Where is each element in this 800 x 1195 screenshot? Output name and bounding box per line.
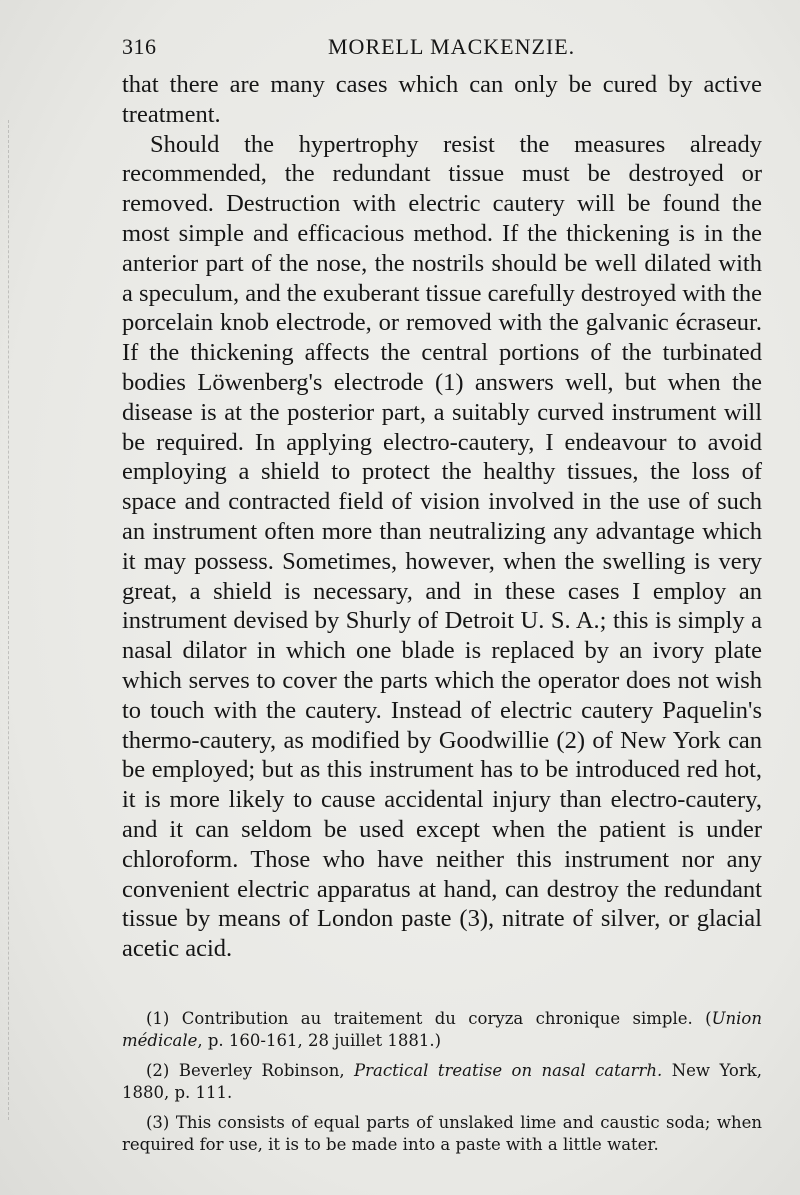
gutter-mark xyxy=(8,120,11,1120)
footnote-2-italic: Practical treatise on nasal catarrh. xyxy=(354,1061,663,1080)
footnote-1 xyxy=(122,1008,762,1052)
running-head: MORELL MACKENZIE. xyxy=(328,34,576,59)
paragraph-treatment: Should the hypertrophy resist the measures already recommended, the redundant tissue must be destroyed or removed. Destruction with electric cautery will be found the most simple and efficacious method. If the thickening is in the anterior part of the nose, the nostrils should be well dilated with a speculum, and the exuberant tissue carefully destroyed with the porcelain knob electrode, or removed with the galvanic écraseur. If the thickening affects the central portions of the turbinated bodies Löwenberg's electrode (1) answers well, but when the disease is at the posterior part, a suitably curved instrument will be required. In applying electro-cautery, I endeavour to avoid employing a shield to protect the healthy tissues, the loss of space and contracted field of vision involved in the use of such an instrument often more than neutralizing any advantage which it may possess. Sometimes, however, when the swelling is very great, a shield is necessary, and in these cases I employ an instrument devised by Shurly of Detroit U. S. A.; this is simply a nasal dilator in which one blade is replaced by an ivory plate which serves to cover the parts which the operator does not wish to touch with the cautery. Instead of electric cautery Paquelin's thermo-cautery, as modified by Goodwillie (2) of New York can be employed; but as this instrument has to be introduced red hot, it is more likely to cause accidental injury than electro-cautery, and it can seldom be used except when the patient is under chloroform. Those who have neither this instrument nor any convenient electric apparatus at hand, can destroy the redundant tissue by means of London paste (3), nitrate of silver, or glacial acetic acid. xyxy=(122,130,762,963)
paragraph-continued: that there are many cases which can only be cured by active treatment. xyxy=(122,71,762,128)
footnote-3: (3) This consists of equal parts of unslaked lime and caustic soda; when required for use, it is to be made into a paste with a little water. xyxy=(122,1113,762,1154)
body-text xyxy=(122,70,762,964)
footnote-2 xyxy=(122,1060,762,1104)
page-header xyxy=(122,34,757,60)
page-number: 316 xyxy=(122,34,157,59)
footnote-2-prefix: (2) Beverley Robinson, xyxy=(146,1061,355,1080)
footnotes xyxy=(122,1008,762,1164)
footnote-1-italic: Union médicale xyxy=(122,1009,762,1050)
footnote-1-suffix: , p. 160-161, 28 juillet 1881.) xyxy=(197,1031,442,1050)
footnote-2-suffix: New York, 1880, p. 111. xyxy=(122,1061,762,1102)
footnote-1-prefix: (1) Contribution au traitement du coryza chronique simple. ( xyxy=(146,1009,712,1028)
